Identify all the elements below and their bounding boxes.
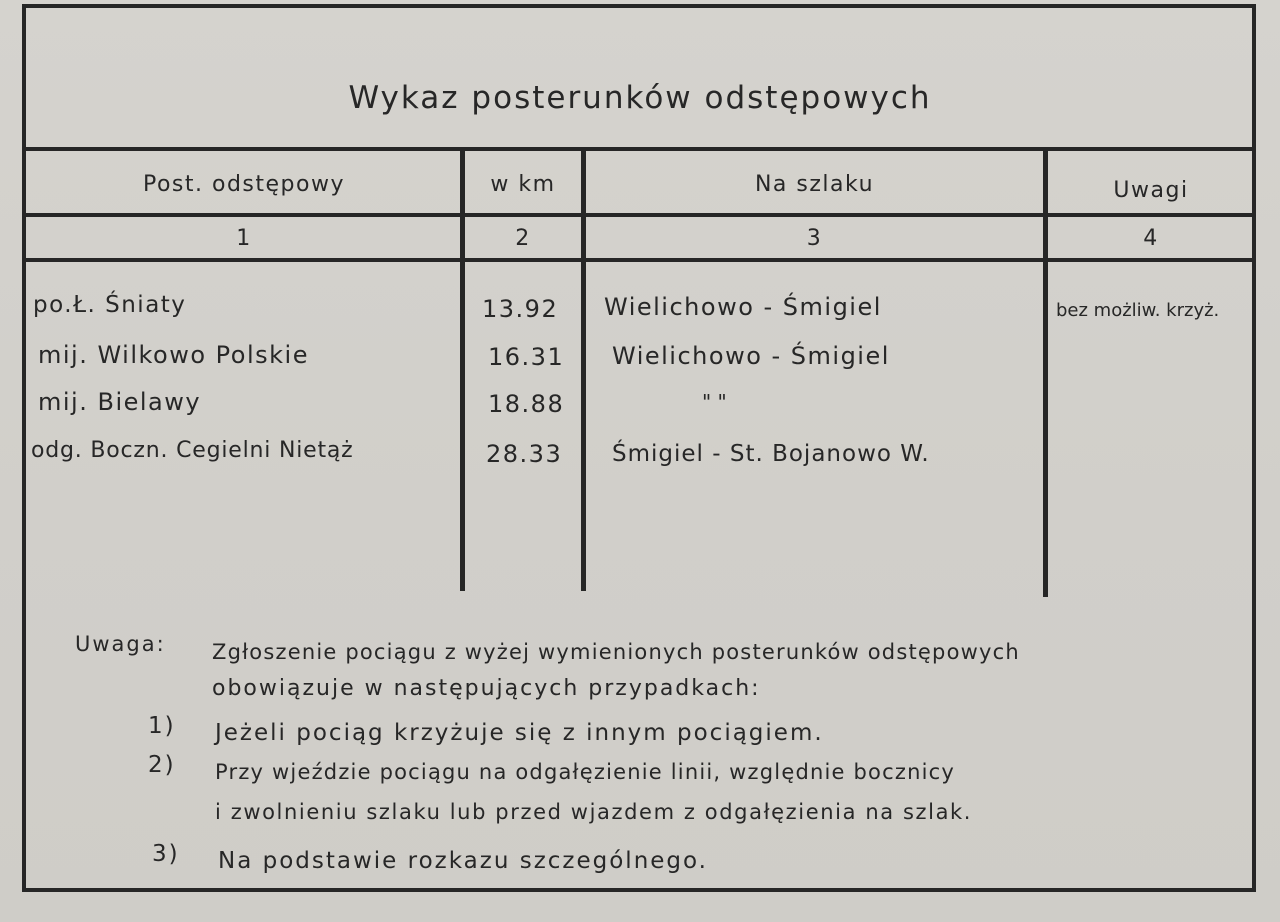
row-4-km: 28.33: [486, 440, 563, 468]
column-number-2: 2: [515, 226, 531, 251]
row-1-km: 13.92: [482, 295, 559, 323]
row-4-post: odg. Boczn. Cegielni Nietąż: [31, 438, 354, 463]
note-item-2-text-line-1: Przy wjeździe pociągu na odgałęzienie linii, względnie bocznicy: [215, 760, 955, 784]
page-title: Wykaz posterunków odstępowych: [348, 80, 932, 116]
title-divider: [24, 147, 1254, 151]
row-2-km: 16.31: [488, 343, 565, 371]
column-header-szlak: Na szlaku: [754, 172, 875, 197]
column-number-1: 1: [236, 226, 252, 251]
note-line-1: Zgłoszenie pociągu z wyżej wymienionych posterunków odstępowych: [212, 640, 1020, 664]
row-3-szlak: " ": [702, 390, 727, 414]
note-item-1-text: Jeżeli pociąg krzyżuje się z innym pociągiem.: [215, 720, 824, 746]
column-divider-3: [1043, 149, 1048, 597]
row-3-post: mij. Bielawy: [38, 388, 202, 416]
column-number-4: 4: [1143, 226, 1159, 251]
column-header-km: w km: [490, 172, 556, 197]
note-item-2-text-line-2: i zwolnieniu szlaku lub przed wjazdem z odgałęzienia na szlak.: [215, 800, 973, 824]
column-header-uwagi: Uwagi: [1113, 178, 1189, 203]
row-2-post: mij. Wilkowo Polskie: [38, 341, 309, 369]
row-1-post: po.Ł. Śniaty: [33, 292, 187, 318]
note-item-3-number: 3): [152, 841, 180, 867]
row-3-km: 18.88: [488, 390, 565, 418]
column-header-post: Post. odstępowy: [142, 172, 345, 197]
header-divider: [24, 213, 1254, 217]
note-item-3-text: Na podstawie rozkazu szczególnego.: [218, 848, 708, 874]
number-row-divider: [24, 258, 1254, 262]
row-1-uwagi: bez możliw. krzyż.: [1056, 300, 1220, 321]
row-1-szlak: Wielichowo - Śmigiel: [604, 293, 882, 321]
note-item-1-number: 1): [148, 713, 176, 739]
note-item-2-number: 2): [148, 752, 176, 778]
note-line-2: obowiązuje w następujących przypadkach:: [212, 676, 761, 701]
column-divider-2: [581, 149, 586, 591]
row-2-szlak: Wielichowo - Śmigiel: [612, 342, 890, 370]
row-4-szlak: Śmigiel - St. Bojanowo W.: [612, 441, 930, 467]
note-label: Uwaga:: [75, 632, 166, 656]
column-number-3: 3: [806, 226, 823, 251]
column-divider-1: [460, 149, 465, 591]
